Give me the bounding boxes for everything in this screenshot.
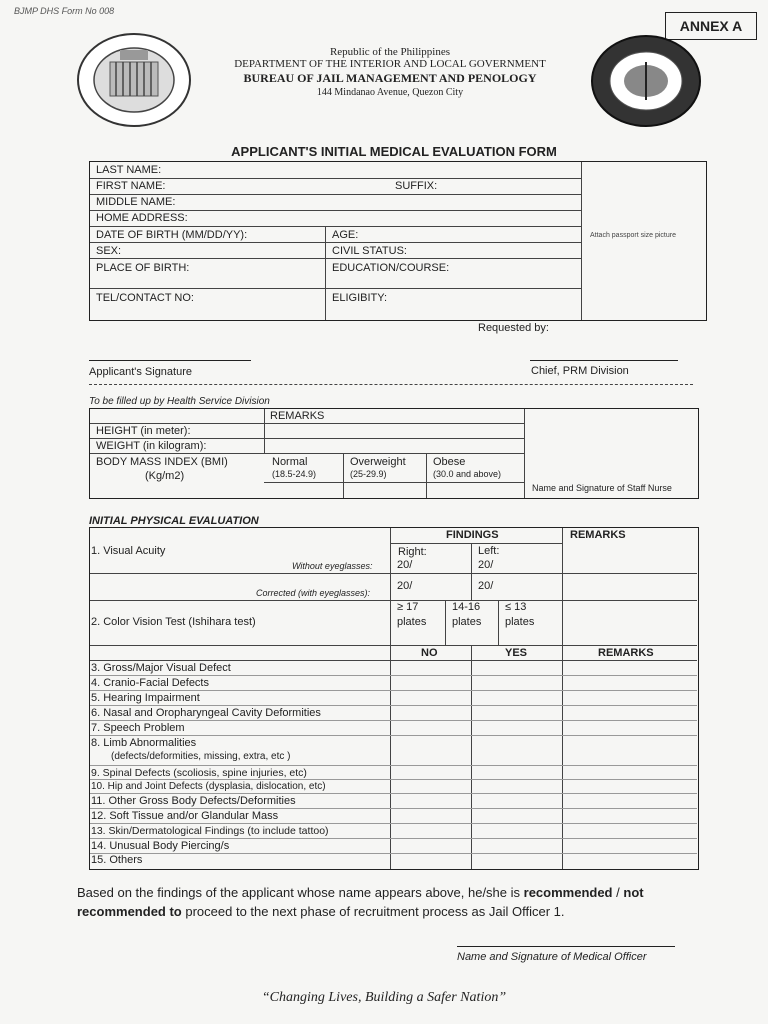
color-vision-label: 2. Color Vision Test (Ishihara test) [91,616,256,628]
remarks-header-2: REMARKS [598,647,654,659]
item-row: 8. Limb Abnormalities [91,737,197,749]
physical-evaluation-heading: INITIAL PHYSICAL EVALUATION [89,515,259,527]
middle-name-label: MIDDLE NAME: [96,196,176,208]
requested-by-label: Requested by: [478,322,549,334]
cv-plates-2: plates [452,616,482,628]
item-row: 6. Nasal and Oropharyngeal Cavity Deformities [91,707,321,719]
bjmp-seal-logo [76,32,192,128]
obese-label: Obese [433,456,466,468]
annex-label: ANNEX A [665,12,757,40]
chief-signature-line [530,360,678,361]
chief-signature-label: Chief, PRM Division [531,365,629,377]
findings-header: FINDINGS [446,529,499,541]
normal-label: Normal [272,456,308,468]
item-row: 9. Spinal Defects (scoliosis, spine injuries, etc) [91,767,307,779]
bureau-line: BUREAU OF JAIL MANAGEMENT AND PENOLOGY [243,71,537,85]
overweight-label: Overweight [350,456,406,468]
item-row: 4. Cranio-Facial Defects [91,677,209,689]
item-row: 11. Other Gross Body Defects/Deformities [91,795,296,807]
bmi-label: BODY MASS INDEX (BMI) [96,456,228,468]
age-label: AGE: [332,229,359,241]
staff-nurse-label: Name and Signature of Staff Nurse [532,483,672,493]
suffix-label: SUFFIX: [395,180,438,192]
applicant-signature-label: Applicant's Signature [89,366,192,378]
medical-officer-label: Name and Signature of Medical Officer [457,951,647,963]
obese-range: (30.0 and above) [433,469,502,479]
cut-line-divider [89,384,693,385]
weight-label: WEIGHT (in kilogram): [96,440,207,452]
contact-label: TEL/CONTACT NO: [96,292,194,304]
left-eye-label: Left: [478,545,500,557]
eligibity-label: ELIGIBITY: [332,292,388,304]
republic-line: Republic of the Philippines [329,46,451,58]
right-without-value: 20/ [397,559,413,571]
cv-option-3: ≤ 13 [505,601,527,613]
item-row: 10. Hip and Joint Defects (dysplasia, dislocation, etc) [91,781,326,792]
cv-option-1: ≥ 17 [397,601,419,613]
home-address-label: HOME ADDRESS: [96,212,188,224]
first-name-label: FIRST NAME: [96,180,166,192]
education-label: EDUCATION/COURSE: [332,262,450,274]
bmi-unit-label: (Kg/m2) [145,470,185,482]
yes-header: YES [505,647,528,659]
health-service-note: To be filled up by Health Service Division [89,396,270,407]
medical-officer-signature-line [457,946,675,947]
cv-plates-3: plates [505,616,535,628]
right-eye-label: Right: [398,546,427,558]
applicant-signature-line [89,360,251,361]
department-line: DEPARTMENT OF THE INTERIOR AND LOCAL GOVERNMENT [234,58,546,70]
form-title: APPLICANT'S INITIAL MEDICAL EVALUATION FORM [231,144,557,159]
item-row: 13. Skin/Dermatological Findings (to include tattoo) [91,825,329,837]
without-eyeglasses-label: Without eyeglasses: [292,561,373,571]
sex-label: SEX: [96,245,122,257]
normal-range: (18.5-24.9) [272,469,317,479]
item-row: 15. Others [91,854,143,866]
left-corrected-value: 20/ [478,580,494,592]
remarks-header: REMARKS [570,529,626,541]
form-number: BJMP DHS Form No 008 [14,6,115,16]
item-row: 7. Speech Problem [91,722,185,734]
health-service-seal-logo [590,34,702,128]
civil-status-label: CIVIL STATUS: [332,245,407,257]
right-corrected-value: 20/ [397,580,413,592]
bmi-remarks-label: REMARKS [270,410,325,422]
place-of-birth-label: PLACE OF BIRTH: [96,262,190,274]
left-without-value: 20/ [478,559,494,571]
last-name-label: LAST NAME: [96,164,162,176]
height-label: HEIGHT (in meter): [96,425,191,437]
item-row: 12. Soft Tissue and/or Glandular Mass [91,810,279,822]
item-row: 14. Unusual Body Piercing/s [91,840,230,852]
item-8-subtext: (defects/deformities, missing, extra, etc ) [111,751,291,762]
cv-option-2: 14-16 [452,601,481,613]
corrected-eyeglasses-label: Corrected (with eyeglasses): [256,588,371,598]
item-row: 3. Gross/Major Visual Defect [91,662,231,674]
motto-footer: “Changing Lives, Building a Safer Nation” [261,990,507,1005]
photo-placeholder: Attach passport size picture [590,232,676,239]
overweight-range: (25-29.9) [350,469,387,479]
item-row: 5. Hearing Impairment [91,692,200,704]
dob-label: DATE OF BIRTH (MM/DD/YY): [96,229,248,241]
recommendation-statement: Based on the findings of the applicant whose name appears above, he/she is recommended / not recommended to proceed to the next phase of recruitment process as Jail Officer 1. [77,885,644,919]
visual-acuity-label: 1. Visual Acuity [91,545,166,557]
cv-plates-1: plates [397,616,427,628]
address-line: 144 Mindanao Avenue, Quezon City [316,87,464,98]
no-header: NO [421,647,438,659]
